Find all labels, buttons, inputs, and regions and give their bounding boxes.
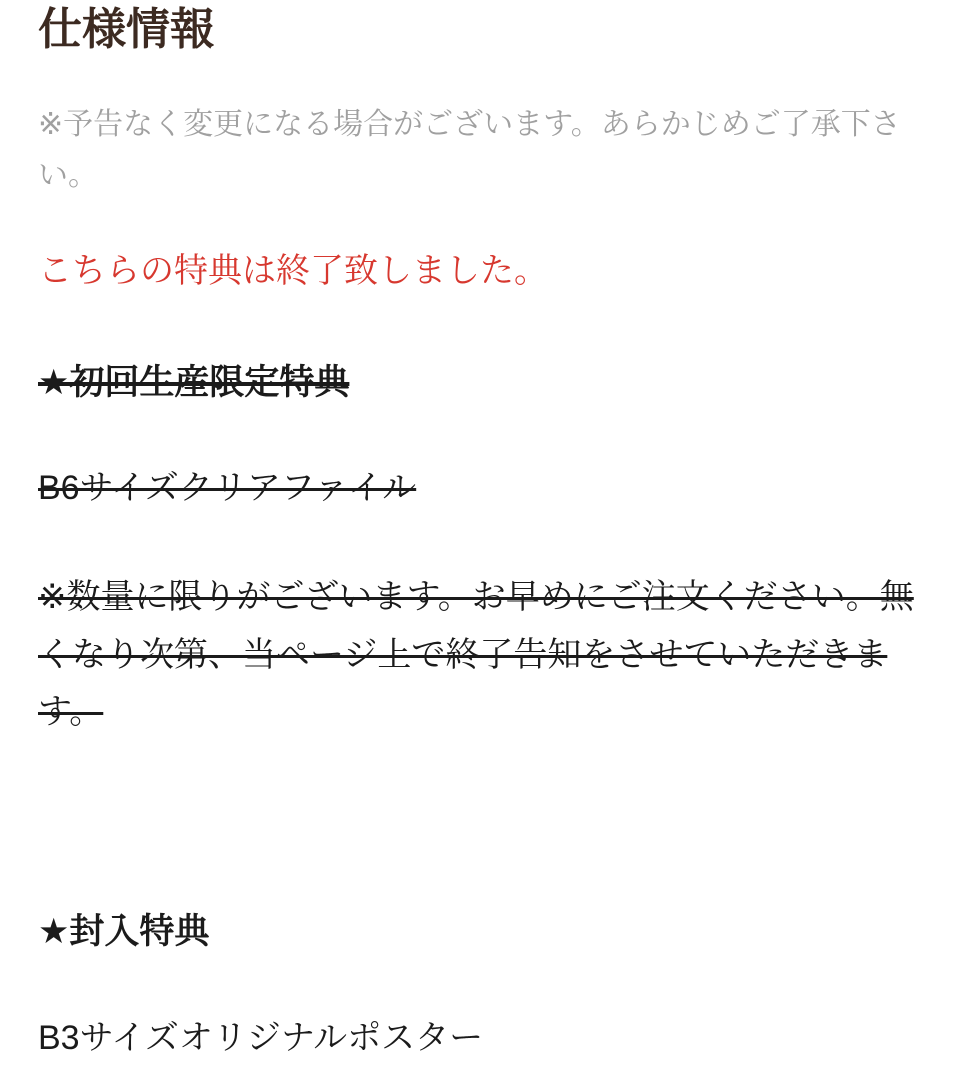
enclosed-bonus-heading: ★封入特典 <box>38 912 210 952</box>
bonus-ended-notice: こちらの特典は終了致しました。 <box>38 251 548 290</box>
first-press-bonus-heading: ★初回生産限定特典 <box>38 362 350 402</box>
limited-quantity-note: ※数量に限りがございます。お早めにご注文ください。無くなり次第、当ページ上で終了告知をさせていただきます。 <box>38 577 914 732</box>
section-title: 仕様情報 <box>38 5 214 54</box>
first-press-bonus-item: B6サイズクリアファイル <box>38 469 417 508</box>
enclosed-bonus-item: B3サイズオリジナルポスター <box>38 1018 484 1057</box>
change-disclaimer: ※予告なく変更になる場合がございます。あらかじめご了承下さい。 <box>38 107 901 192</box>
